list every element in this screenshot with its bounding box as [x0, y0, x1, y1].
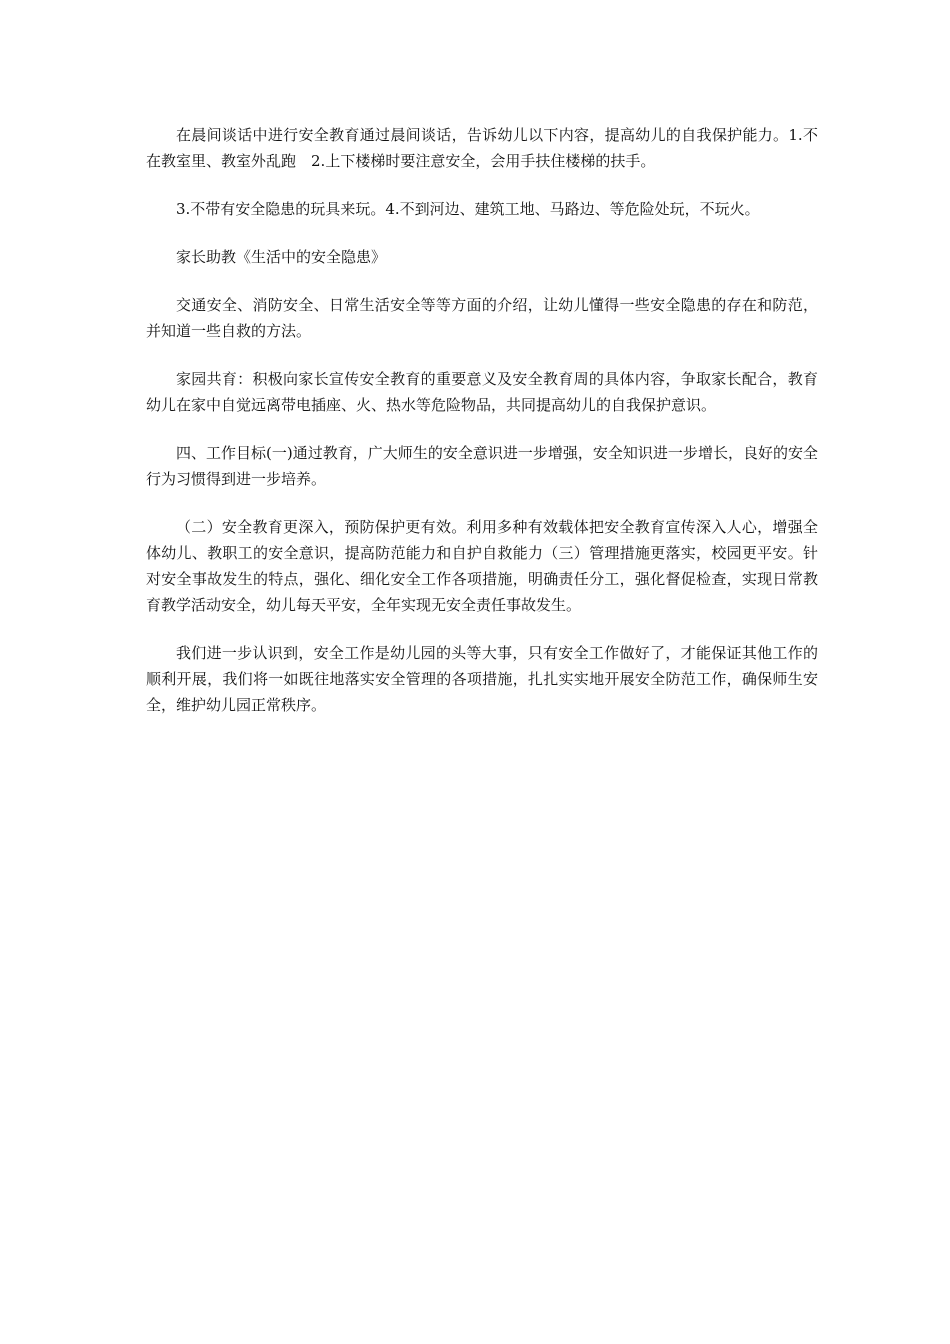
paragraph-safety-introduction: 交通安全、消防安全、日常生活安全等等方面的介绍，让幼儿懂得一些安全隐患的存在和防范，并知道一些自救的方法。 — [146, 296, 818, 340]
paragraph-work-goals: 四、工作目标(一)通过教育，广大师生的安全意识进一步增强，安全知识进一步增长，良好的安全行为习惯得到进一步培养。 — [146, 444, 818, 488]
paragraph-morning-talk: 在晨间谈话中进行安全教育通过晨间谈话，告诉幼儿以下内容，提高幼儿的自我保护能力。1.不在教室里、教室外乱跑 2.上下楼梯时要注意安全，会用手扶住楼梯的扶手。 — [146, 126, 818, 170]
paragraph-conclusion: 我们进一步认识到，安全工作是幼儿园的头等大事，只有安全工作做好了，才能保证其他工作的顺利开展，我们将一如既往地落实安全管理的各项措施，扎扎实实地开展安全防范工作，确保师生安全，维护幼儿园正常秩序。 — [146, 644, 818, 714]
paragraph-safety-rules: 3.不带有安全隐患的玩具来玩。4.不到河边、建筑工地、马路边、等危险处玩，不玩火。 — [176, 200, 760, 218]
paragraph-goal-details: （二）安全教育更深入，预防保护更有效。利用多种有效载体把安全教育宣传深入人心，增强全体幼儿、教职工的安全意识，提高防范能力和自护自救能力（三）管理措施更落实，校园更平安。针对安全事故发生的特点，强化、细化安全工作各项措施，明确责任分工，强化督促检查，实现日常教育教学活动安全，幼儿每天平安，全年实现无安全责任事故发生。 — [146, 518, 818, 614]
paragraph-home-school: 家园共育：积极向家长宣传安全教育的重要意义及安全教育周的具体内容，争取家长配合，教育幼儿在家中自觉远离带电插座、火、热水等危险物品，共同提高幼儿的自我保护意识。 — [146, 370, 818, 414]
document-body — [146, 122, 818, 740]
paragraph-parent-teaching: 家长助教《生活中的安全隐患》 — [176, 248, 387, 266]
